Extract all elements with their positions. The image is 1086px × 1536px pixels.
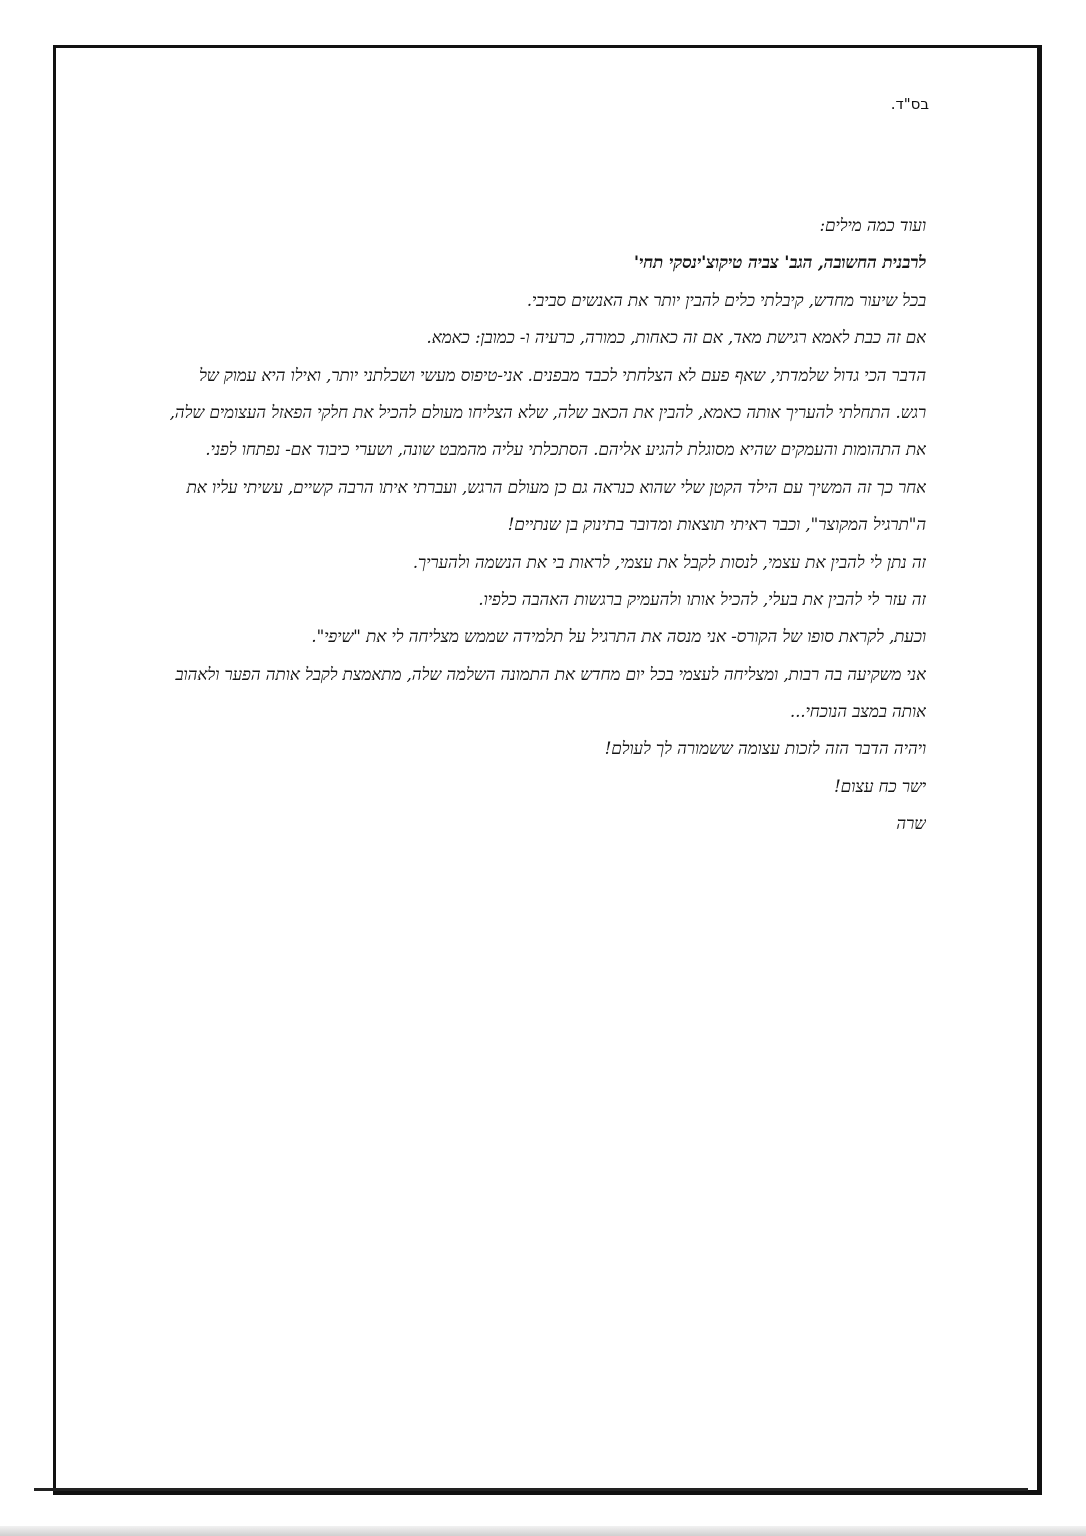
letter-line: אחר כך זה המשיך עם הילד הקטן שלי שהוא כנראה גם כן מעולם הרגש, ועברתי איתו הרבה קשיים, עשיתי עליו את bbox=[186, 477, 926, 498]
letter-line: ה"תרגיל המקוצר", וכבר ראיתי תוצאות ומדובר בתינוק בן שנתיים! bbox=[507, 515, 926, 536]
letter-line: הדבר הכי גדול שלמדתי, שאף פעם לא הצלחתי לכבד מבפנים. אני-טיפוס מעשי ושכלתני יותר, ואילו היא עמוק של bbox=[198, 365, 926, 386]
letter-line: זה נתן לי להבין את עצמי, לנסות לקבל את עצמי, לראות בי את הנשמה ולהעריך. bbox=[412, 552, 926, 573]
letter-line: זה עזר לי להבין את בעלי, להכיל אותו ולהעמיק ברגשות האהבה כלפיו. bbox=[478, 589, 926, 610]
letter-body bbox=[166, 208, 926, 844]
page-frame-shadow bbox=[34, 1488, 1028, 1491]
letter-signature: שרה bbox=[896, 814, 926, 835]
letter-line-greeting: לרבנית החשובה, הגב' צביה טיקוצ'ינסקי תחי' bbox=[633, 253, 926, 274]
letter-line: את התהומות והעמקים שהיא מסוגלת להגיע אליהם. הסתכלתי עליה מהמבט שונה, ושערי כיבוד אם- נפתחו לפני. bbox=[205, 440, 926, 461]
letter-line: וכעת, לקראת סופו של הקורס- אני מנסה את התרגיל על תלמידה שממש מצליחה לי את "שיפי". bbox=[311, 627, 926, 648]
bsd-header: בס"ד. bbox=[890, 95, 929, 113]
letter-line-intro: ועוד כמה מילים: bbox=[819, 216, 926, 236]
letter-line: אני משקיעה בה רבות, ומצליחה לעצמי בכל יום מחדש את התמונה השלמה שלה, מתאמצת לקבל אותה הפער ולאהוב bbox=[175, 664, 926, 685]
letter-line: אותה במצב הנוכחי... bbox=[789, 702, 926, 723]
letter-line: אם זה כבת לאמא רגישת מאד, אם זה כאחות, כמורה, כרעיה ו- כמובן: כאמא. bbox=[426, 328, 926, 349]
letter-line: רגש. התחלתי להעריך אותה כאמא, להבין את הכאב שלה, שלא הצליחו מעולם להכיל את חלקי הפאזל העצומים שלה, bbox=[169, 402, 926, 423]
letter-line-blessing: ויהיה הדבר הזה לזכות עצומה ששמורה לך לעולם! bbox=[604, 739, 926, 760]
letter-line: בכל שיעור מחדש, קיבלתי כלים להבין יותר את האנשים סביבי. bbox=[526, 290, 926, 311]
letter-line-thanks: ישר כח עצום! bbox=[834, 776, 926, 797]
scan-bottom-edge bbox=[0, 1526, 1086, 1536]
